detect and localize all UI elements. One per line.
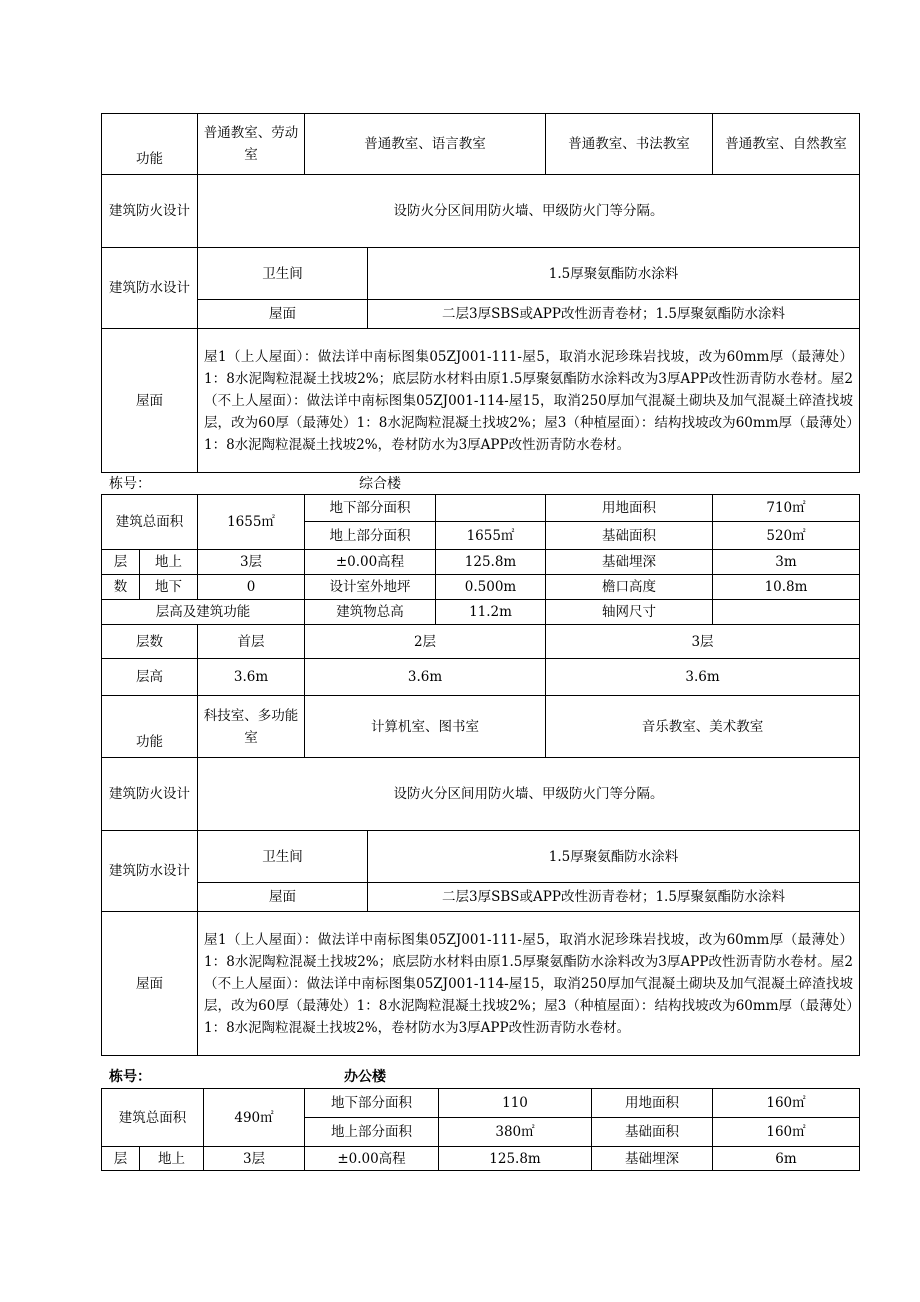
- building2-info-table: [101, 494, 860, 625]
- b2-underground-area: [436, 495, 546, 522]
- function-floor4: 普通教室、自然教室: [713, 114, 860, 175]
- b2-outdoor: 0.500m: [436, 575, 546, 600]
- b2-total-height: 11.2m: [436, 600, 546, 625]
- b2-row-underground: [102, 495, 860, 522]
- b2-eave-label: 檐口高度: [546, 575, 713, 600]
- building2-water-table: [101, 830, 860, 912]
- b2-function-3: 音乐教室、美术教室: [546, 696, 860, 758]
- b2-level-row: [102, 625, 860, 659]
- b3-base-area: 160㎡: [713, 1118, 860, 1147]
- b2-water-part-1: 卫生间: [198, 831, 368, 883]
- building2-name: 综合楼: [359, 476, 401, 492]
- building3-table-wrap: [101, 1088, 859, 1171]
- b2-grid-label: 轴网尺寸: [546, 600, 713, 625]
- b2-above-area-label: 地上部分面积: [305, 522, 436, 550]
- b2-level-1: 首层: [198, 625, 305, 659]
- b2-base-area-label: 基础面积: [546, 522, 713, 550]
- b3-base-area-label: 基础面积: [592, 1118, 713, 1147]
- b2-total-area-label: 建筑总面积: [102, 495, 198, 550]
- building3-number-label: 栋号：: [109, 1069, 151, 1085]
- b3-above-floors: 3层: [204, 1147, 305, 1171]
- b2-total-height-label: 建筑物总高: [305, 600, 436, 625]
- b2-water-text-2: 二层3厚SBS或APP改性沥青卷材；1.5厚聚氨酯防水涂料: [368, 883, 860, 912]
- b2-fire-label: 建筑防火设计: [102, 758, 198, 831]
- b2-underground-area-label: 地下部分面积: [305, 495, 436, 522]
- b2-level-3: 3层: [546, 625, 860, 659]
- b3-row-underground: [102, 1089, 860, 1118]
- b2-function-label: 功能: [102, 696, 198, 758]
- b2-roof-text: 屋1（上人屋面）：做法详中南标图集05ZJ001-111-屋5，取消水泥珍珠岩找坡，改为60mm厚（最薄处）1：8水泥陶粒混凝土找坡2%；底层防水材料由原1.5厚聚氨酯防水涂料改为3厚APP改性沥青防水卷材。屋2（不上人屋面）：做法详中南标图集05ZJ001-114-屋15，取消250厚加气混凝土砌块及加气混凝土碎渣找坡层，改为60厚（最薄处）1：8水泥陶粒混凝土找坡2%；屋3（种植屋面）：结构找坡改为60mm厚（最薄处）1：8水泥陶粒混凝土找坡2%，卷材防水为3厚APP改性沥青防水卷材。: [198, 912, 860, 1056]
- function-row: [102, 114, 860, 175]
- b2-above-floors: 3层: [198, 550, 305, 575]
- water-label: 建筑防水设计: [102, 248, 198, 329]
- section1-table: [101, 113, 860, 248]
- b2-above-label: 地上: [140, 550, 198, 575]
- b2-height-func-label: 层高及建筑功能: [102, 600, 305, 625]
- b2-site-area-label: 用地面积: [546, 495, 713, 522]
- b2-roof-row: [102, 912, 860, 1056]
- b3-row-floors-above: [102, 1147, 860, 1171]
- b3-site-area-label: 用地面积: [592, 1089, 713, 1118]
- b2-below-label: 地下: [140, 575, 198, 600]
- b2-below-floors: 0: [198, 575, 305, 600]
- b3-floors-label-1: 层: [102, 1147, 140, 1171]
- section1-roof-table: [101, 328, 860, 473]
- b2-height-2: 3.6m: [305, 659, 546, 696]
- section1-water-table: [101, 247, 860, 329]
- building2-floor-table: [101, 624, 860, 831]
- b2-elev: 125.8m: [436, 550, 546, 575]
- b2-height-1: 3.6m: [198, 659, 305, 696]
- function-floor2: 普通教室、语言教室: [305, 114, 546, 175]
- b2-water-row-1: [102, 831, 860, 883]
- b2-water-part-2: 屋面: [198, 883, 368, 912]
- water-text-2: 二层3厚SBS或APP改性沥青卷材；1.5厚聚氨酯防水涂料: [368, 300, 860, 329]
- b2-floors-label-1: 层: [102, 550, 140, 575]
- b2-outdoor-label: 设计室外地坪: [305, 575, 436, 600]
- b2-base-area: 520㎡: [713, 522, 860, 550]
- b2-grid: [713, 600, 860, 625]
- b2-above-area: 1655㎡: [436, 522, 546, 550]
- roof-label: 屋面: [102, 329, 198, 473]
- b2-row-floors-above: [102, 550, 860, 575]
- b3-base-depth-label: 基础埋深: [592, 1147, 713, 1171]
- section1-table-wrap: [101, 113, 859, 473]
- b3-above-label: 地上: [140, 1147, 204, 1171]
- fire-row: [102, 175, 860, 248]
- roof-text: 屋1（上人屋面）：做法详中南标图集05ZJ001-111-屋5，取消水泥珍珠岩找坡，改为60mm厚（最薄处）1：8水泥陶粒混凝土找坡2%；底层防水材料由原1.5厚聚氨酯防水涂料改为3厚APP改性沥青防水卷材。屋2（不上人屋面）：做法详中南标图集05ZJ001-114-屋15，取消250厚加气混凝土砌块及加气混凝土碎渣找坡层，改为60厚（最薄处）1：8水泥陶粒混凝土找坡2%；屋3（种植屋面）：结构找坡改为60mm厚（最薄处）1：8水泥陶粒混凝土找坡2%，卷材防水为3厚APP改性沥青防水卷材。: [198, 329, 860, 473]
- building3-info-table: [101, 1088, 860, 1171]
- building3-name: 办公楼: [344, 1069, 386, 1085]
- b3-underground-area: 110: [439, 1089, 592, 1118]
- b3-site-area: 160㎡: [713, 1089, 860, 1118]
- water-part-2: 屋面: [198, 300, 368, 329]
- b3-base-depth: 6m: [713, 1147, 860, 1171]
- b2-elev-label: ±0.00高程: [305, 550, 436, 575]
- b2-function-row: [102, 696, 860, 758]
- b2-function-2: 计算机室、图书室: [305, 696, 546, 758]
- building2-number-label: 栋号：: [109, 476, 151, 492]
- b3-total-area: 490㎡: [204, 1089, 305, 1147]
- b2-eave: 10.8m: [713, 575, 860, 600]
- b2-water-label: 建筑防水设计: [102, 831, 198, 912]
- b2-height-row: [102, 659, 860, 696]
- fire-text: 设防火分区间用防火墙、甲级防火门等分隔。: [198, 175, 860, 248]
- b2-function-1: 科技室、多功能室: [198, 696, 305, 758]
- function-floor3: 普通教室、书法教室: [546, 114, 713, 175]
- b2-fire-text: 设防火分区间用防火墙、甲级防火门等分隔。: [198, 758, 860, 831]
- fire-label: 建筑防火设计: [102, 175, 198, 248]
- water-row-1: [102, 248, 860, 300]
- b2-level-label: 层数: [102, 625, 198, 659]
- b2-roof-label: 屋面: [102, 912, 198, 1056]
- function-floor1: 普通教室、劳动室: [198, 114, 305, 175]
- b2-height-label: 层高: [102, 659, 198, 696]
- b2-height-3: 3.6m: [546, 659, 860, 696]
- building2-table-wrap: [101, 494, 859, 1056]
- water-part-1: 卫生间: [198, 248, 368, 300]
- roof-row: [102, 329, 860, 473]
- b2-total-area: 1655㎡: [198, 495, 305, 550]
- b2-base-depth: 3m: [713, 550, 860, 575]
- b2-level-2: 2层: [305, 625, 546, 659]
- b2-site-area: 710㎡: [713, 495, 860, 522]
- water-text-1: 1.5厚聚氨酯防水涂料: [368, 248, 860, 300]
- b3-total-area-label: 建筑总面积: [102, 1089, 204, 1147]
- b2-water-text-1: 1.5厚聚氨酯防水涂料: [368, 831, 860, 883]
- b3-above-area: 380㎡: [439, 1118, 592, 1147]
- b3-underground-area-label: 地下部分面积: [305, 1089, 439, 1118]
- b2-fire-row: [102, 758, 860, 831]
- b2-row-floors-below: [102, 575, 860, 600]
- b3-above-area-label: 地上部分面积: [305, 1118, 439, 1147]
- b2-row-height: [102, 600, 860, 625]
- b2-floors-label-2: 数: [102, 575, 140, 600]
- building3-title: [101, 1066, 859, 1088]
- b3-elev-label: ±0.00高程: [305, 1147, 439, 1171]
- water-row-2: [102, 300, 860, 329]
- building2-roof-table: [101, 911, 860, 1056]
- b3-elev: 125.8m: [439, 1147, 592, 1171]
- function-label: 功能: [102, 114, 198, 175]
- building2-title: [101, 473, 859, 495]
- b2-water-row-2: [102, 883, 860, 912]
- b2-base-depth-label: 基础埋深: [546, 550, 713, 575]
